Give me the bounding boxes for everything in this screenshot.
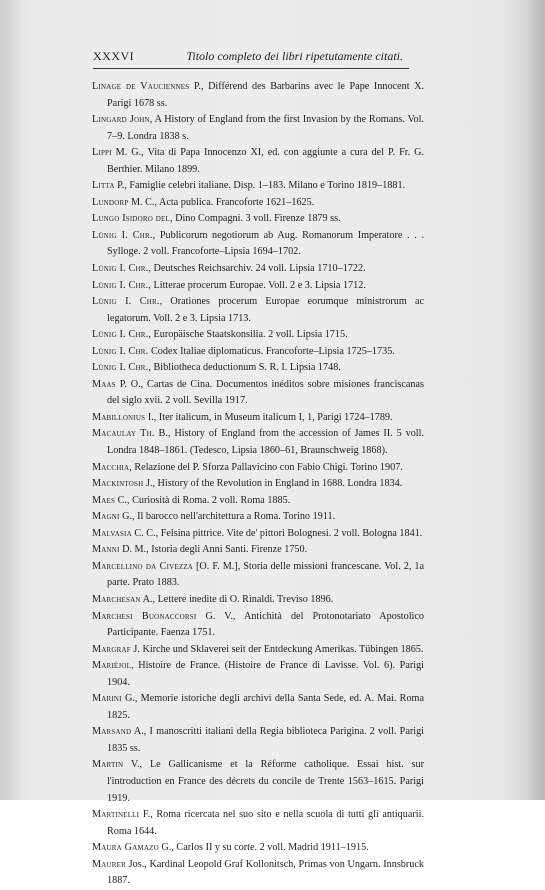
- entry-text: , Relazione del P. Sforza Pallavicino con Fabio Chigi. Torino 1907.: [129, 461, 403, 473]
- entry-author: Lingard John: [92, 114, 150, 126]
- entry-author: Macaulay Th.: [92, 428, 155, 440]
- entry-text: M. G., Vita di Papa Innocenzo XI, ed. con aggiunte a cura del P. Fr. G. Berthier. Milano 1899.: [107, 147, 424, 175]
- running-title: Titolo completo dei libri ripetutamente citati.: [186, 49, 403, 63]
- bibliography-entry: [92, 592, 424, 609]
- bibliography-entry: [92, 493, 424, 510]
- entry-text: J., History of the Revolution in England in 1688. Londra 1834.: [143, 478, 403, 490]
- entry-text: J. Kirche und Sklaverei seit der Entdeckung Amerikas. Tübingen 1865.: [130, 643, 424, 655]
- page-shadow-right: [527, 0, 545, 800]
- header-rule: [93, 68, 409, 69]
- entry-text: B., History of England from the accession of James II. 5 voll. Londra 1848–1861. (Tedesco, Lipsia 1860–61, Braunschweig 1868).: [107, 428, 425, 457]
- entry-author: Marchesi Buonaccorsi: [92, 610, 197, 622]
- entry-author: Lünig I. Chr.: [92, 279, 149, 291]
- entry-author: Marini: [92, 693, 122, 705]
- bibliography-entry: [92, 757, 424, 807]
- entry-author: Lünig I. Chr.: [92, 263, 149, 275]
- entry-author: Maurer: [92, 858, 126, 870]
- entry-author: Lünig I. Chr.: [92, 229, 153, 241]
- entry-text: , Dino Compagni. 3 voll. Firenze 1879 ss.: [170, 213, 341, 225]
- bibliography-entry: [92, 195, 424, 212]
- bibliography-entry: [92, 426, 424, 459]
- entry-text: , A History of England from the first Invasion by the Romans. Vol. 7–9. Londra 1838 s.: [107, 114, 424, 142]
- entry-text: G., Memorie istoriche degli archivi della Santa Sede, ed. A. Mai. Roma 1825.: [107, 693, 424, 721]
- entry-text: A., Lettere inedite di O. Rinaldi. Treviso 1896.: [140, 593, 334, 605]
- bibliography-entry: [92, 460, 424, 477]
- bibliography-list: [92, 79, 424, 890]
- entry-author: Martin: [92, 759, 124, 771]
- entry-author: Margraf: [92, 643, 131, 655]
- entry-text: I., Iter italicum, in Museum italicum I, 1, Parigi 1724–1789.: [145, 411, 393, 423]
- bibliography-entry: [92, 360, 424, 377]
- bibliography-entry: [92, 542, 424, 559]
- entry-text: C. C., Felsina pittrice. Vite de' pittori Bolognesi. 2 voll. Bologna 1841.: [131, 527, 423, 539]
- entry-text: G. V., Antichità del Protonotariato Apostolico Participante. Faenza 1751.: [107, 610, 424, 639]
- bibliography-entry: [92, 178, 424, 195]
- bibliography-entry: [92, 410, 424, 427]
- bibliography-entry: [92, 228, 424, 261]
- entry-author: Maas: [92, 378, 116, 390]
- entry-author: Marcellino da Civezza: [92, 560, 194, 572]
- bibliography-entry: [92, 691, 424, 724]
- entry-text: , Litterae procerum Europae. Voll. 2 e 3. Lipsia 1712.: [148, 279, 366, 291]
- entry-author: Lippi: [92, 147, 112, 159]
- bibliography-entry: [92, 609, 424, 642]
- bibliography-entry: [92, 145, 424, 178]
- entry-text: V., Le Gallicanisme et la Réforme catholique. Essai hist. sur l'introduction en France des décrets du concile de Trente 1563–1615. Parigi 1919.: [107, 759, 424, 804]
- entry-text: G., Il barocco nell'architettura a Roma. Torino 1911.: [119, 511, 336, 523]
- entry-text: , Deutsches Reichsarchiv. 24 voll. Lipsia 1710–1722.: [148, 263, 366, 275]
- page-shadow-left: [0, 0, 18, 800]
- entry-author: Litta: [92, 180, 115, 192]
- bibliography-entry: [92, 807, 424, 840]
- bibliography-entry: [92, 724, 424, 757]
- entry-author: Lünig I. Chr.: [92, 362, 149, 374]
- bibliography-entry: [92, 261, 424, 278]
- entry-author: Lungo Isidoro del: [92, 213, 170, 225]
- entry-text: Jos., Kardinal Leopold Graf Kollonitsch, Primas von Ungarn. Innsbruck 1887.: [107, 858, 424, 887]
- entry-text: , Bibliotheca deductionum S. R. I. Lipsia 1748.: [148, 362, 341, 374]
- bibliography-entry: [92, 526, 424, 543]
- entry-text: , Publicorum negotiorum ab Aug. Romanorum Imperatore . . . Sylloge. 2 voll. Francoforte–Lipsia 1694–1702.: [107, 229, 424, 258]
- entry-author: Lünig I. Chr.: [92, 329, 149, 341]
- entry-text: A., I manoscritti italiani della Regia biblioteca Parigina. 2 voll. Parigi 1835 ss.: [107, 726, 424, 754]
- bibliography-entry: [92, 294, 424, 327]
- entry-author: Lundorp: [92, 196, 129, 208]
- entry-author: Mackintosh: [92, 478, 144, 490]
- entry-text: P., Différend des Barbarins avec le Pape Innocent X. Parigi 1678 ss.: [107, 81, 424, 109]
- entry-author: Lünig I. Chr.: [92, 296, 160, 308]
- bibliography-entry: [92, 112, 424, 145]
- running-header: [93, 49, 405, 64]
- entry-author: Lünig I. Chr.: [92, 345, 149, 357]
- entry-author: Mariéjol: [92, 660, 132, 672]
- entry-author: Martinelli: [92, 809, 140, 821]
- bibliography-entry: [92, 857, 424, 890]
- page-number: XXXVI: [93, 49, 135, 63]
- bibliography-entry: [92, 278, 424, 295]
- bibliography-entry: [92, 509, 424, 526]
- entry-text: [O. F. M.], Storia delle missioni francescane. Vol. 2, 1a parte. Prato 1883.: [107, 560, 424, 589]
- bibliography-entry: [92, 344, 424, 361]
- bibliography-entry: [92, 642, 424, 659]
- entry-author: Maes: [92, 494, 116, 506]
- entry-text: F., Roma ricercata nel suo sito e nella scuola di tutti gli antiquarii. Roma 1644.: [107, 809, 424, 837]
- bibliography-entry: [92, 840, 424, 857]
- entry-text: , Europäische Staatskonsilia. 2 voll. Lipsia 1715.: [148, 329, 348, 341]
- entry-text: G., Carlos II y su corte. 2 voll. Madrid 1911–1915.: [158, 842, 369, 854]
- entry-text: P., Famiglie celebri italiane. Disp. 1–183. Milano e Torino 1819–1881.: [114, 180, 406, 192]
- entry-text: D. M., Istoria degli Anni Santi. Firenze 1750.: [119, 544, 308, 556]
- bibliography-entry: [92, 211, 424, 228]
- entry-author: Mabillonius: [92, 411, 146, 423]
- entry-text: M. C., Acta publica. Francoforte 1621–1625.: [128, 196, 315, 208]
- entry-author: Malvasia: [92, 527, 132, 539]
- entry-author: Maura Gamazo: [92, 842, 159, 854]
- bibliography-entry: [92, 377, 424, 410]
- entry-author: Magni: [92, 511, 120, 523]
- entry-author: Macchia: [92, 461, 130, 473]
- entry-text: P. O., Cartas de Cina. Documentos inéditos sobre misiones franciscanas del siglo xvii. 2 voll. Sevilla 1917.: [107, 378, 424, 407]
- bibliography-entry: [92, 79, 424, 112]
- entry-author: Linage de Vauciennes: [92, 81, 190, 92]
- entry-text: , Orationes procerum Europae eorumque ministrorum ac legatorum. Voll. 2 e 3. Lipsia 1713.: [107, 296, 425, 324]
- entry-text: C., Curiosità di Roma. 2 voll. Roma 1885.: [115, 494, 291, 506]
- bibliography-entry: [92, 327, 424, 344]
- entry-author: Manni: [92, 544, 120, 556]
- entry-author: Marchesan: [92, 593, 141, 605]
- entry-text: Codex Italiae diplomaticus. Francoforte–Lipsia 1725–1735.: [148, 345, 395, 357]
- entry-author: Marsand: [92, 726, 132, 738]
- entry-text: , Histoire de France. (Histoire de France di Lavisse. Vol. 6). Parigi 1904.: [107, 660, 424, 688]
- bibliography-entry: [92, 476, 424, 493]
- bibliography-entry: [92, 559, 424, 592]
- bibliography-entry: [92, 658, 424, 691]
